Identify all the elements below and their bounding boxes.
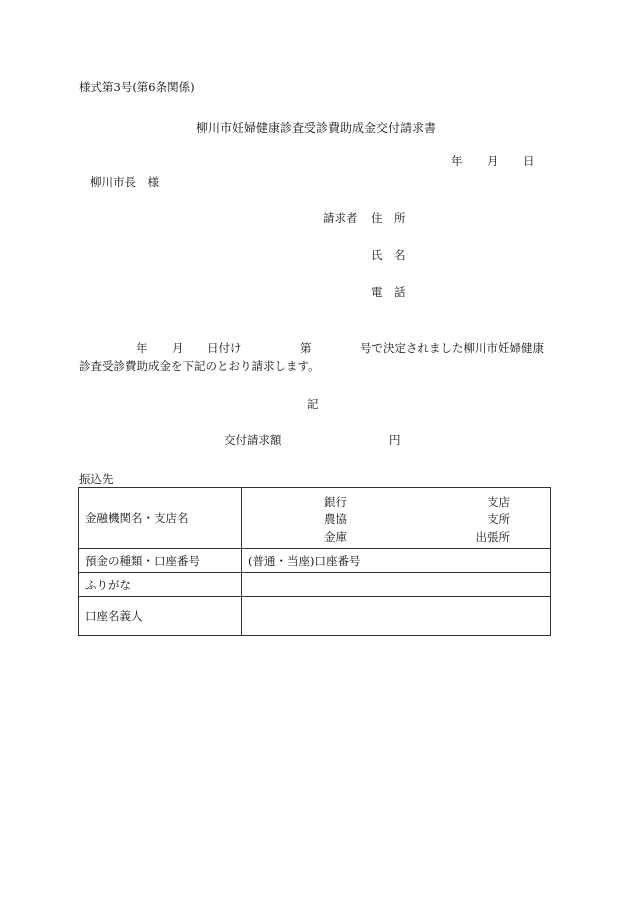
- amount-unit: 円: [389, 433, 401, 447]
- furigana-label: ふりがな: [79, 573, 242, 597]
- account-holder-value[interactable]: [242, 597, 551, 636]
- furigana-value[interactable]: [242, 573, 551, 597]
- branch-type-shuchojo: 出張所: [475, 530, 510, 544]
- table-row: [79, 597, 551, 636]
- document-title: 柳川市妊婦健康診査受診費助成金交付請求書: [196, 121, 437, 135]
- bank-type-kinko: 金庫: [324, 530, 347, 544]
- branch-type-shisho: 支所: [487, 512, 510, 526]
- body-dated: 日付け: [207, 341, 242, 355]
- amount-label: 交付請求額: [224, 433, 282, 447]
- body-dai: 第: [300, 341, 312, 355]
- table-row: [79, 488, 551, 549]
- branch-type-shiten: 支店: [487, 495, 510, 509]
- bank-name-cell[interactable]: [242, 488, 551, 549]
- bank-name-label: 金融機関名・支店名: [79, 488, 242, 549]
- bank-type-ginko: 銀行: [324, 495, 347, 509]
- addressee: 柳川市長 様: [90, 175, 159, 189]
- body-line2: 診査受診費助成金を下記のとおり請求します。: [79, 359, 320, 373]
- name-label: 氏 名: [371, 248, 406, 262]
- body-line1-tail: 号で決定されました柳川市妊婦健康: [360, 341, 544, 355]
- address-label: 住 所: [371, 211, 406, 225]
- body-month: 月: [172, 341, 184, 355]
- table-row: [79, 573, 551, 597]
- account-holder-label: 口座名義人: [79, 597, 242, 636]
- deposit-type-label: 預金の種類・口座番号: [79, 549, 242, 573]
- date-year: 年: [451, 154, 463, 168]
- bank-type-nokyo: 農協: [324, 512, 347, 526]
- table-row: [79, 549, 551, 573]
- requester-label: 請求者: [323, 211, 358, 225]
- body-year: 年: [136, 341, 148, 355]
- bank-table: [78, 487, 551, 636]
- transfer-label: 振込先: [79, 472, 114, 486]
- deposit-type-value[interactable]: (普通・当座)口座番号: [242, 549, 551, 573]
- phone-label: 電 話: [371, 285, 406, 299]
- form-number: 様式第3号(第6条関係): [79, 80, 195, 94]
- date-day: 日: [523, 154, 535, 168]
- date-month: 月: [487, 154, 499, 168]
- ki-heading: 記: [307, 397, 319, 411]
